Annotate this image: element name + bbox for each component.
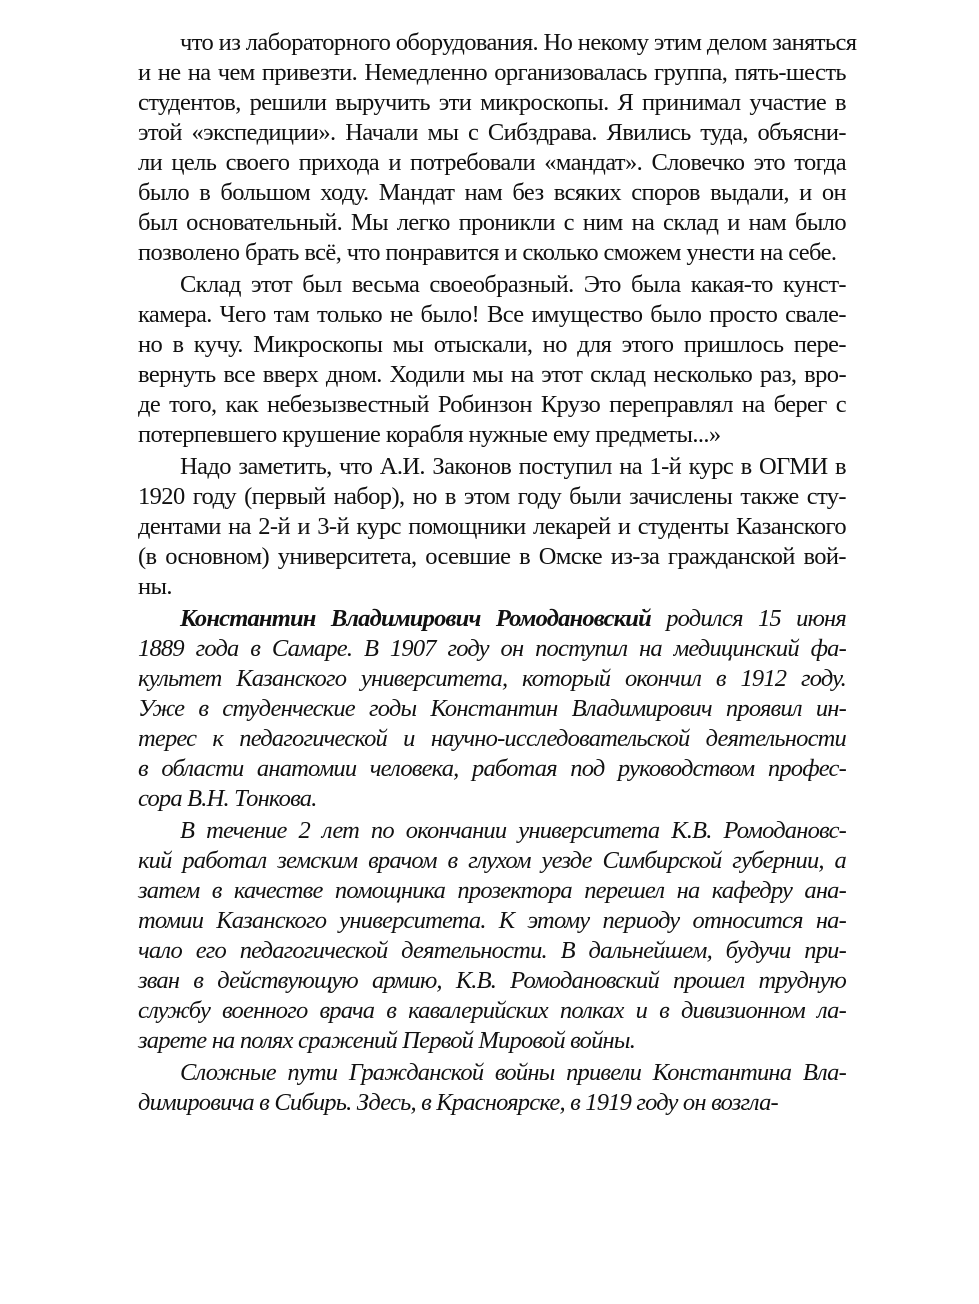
text-line: В течение 2 лет по окончании университета К.В. Ромодановс- [180,817,846,844]
text-line: 1889 года в Самаре. В 1907 году он поступил на медицинский фа- [138,635,846,662]
text-line: де того, как небезызвестный Робинзон Крузо переправлял на берег с [138,391,846,418]
text-line: зван в действующую армию, К.В. Ромодановский прошел трудную [138,967,846,994]
text-line: вернуть все вверх дном. Ходили мы на этот склад несколько раз, вро- [138,361,846,388]
text-line: зарете на полях сражений Первой Мировой войны. [138,1027,636,1054]
paragraph [138,816,846,1056]
text-line: терес к педагогической и научно-исследовательской деятельности [138,725,846,752]
text-line: в области анатомии человека, работая под руководством профес- [138,755,846,782]
text-line: культет Казанского университета, который окончил в 1912 году. [138,665,846,692]
text-line: потерпевшего крушение корабля нужные ему предметы...» [138,421,721,448]
text-line: чало его педагогической деятельности. В дальнейшем, будучи при- [138,937,846,964]
text-line: димировича в Сибирь. Здесь, в Красноярске, в 1919 году он возгла- [138,1089,778,1116]
text-line: было в большом ходу. Мандат нам без всяких споров выдали, и он [138,179,846,206]
text-line: камера. Чего там только не было! Все имущество было просто свале- [138,301,846,328]
text-line: но в кучу. Микроскопы мы отыскали, но для этого пришлось пере- [138,331,846,358]
text-line: Сложные пути Гражданской войны привели Константина Вла- [180,1059,846,1086]
text-line: что из лабораторного оборудования. Но некому этим делом заняться [180,29,857,56]
text-line: томии Казанского университета. К этому периоду относится на- [138,907,846,934]
text-line: дентами на 2-й и 3-й курс помощники лекарей и студенты Казанского [138,513,846,540]
text-line: и не на чем привезти. Немедленно организовалась группа, пять-шесть [138,59,846,86]
text-line: службу военного врача в кавалерийских полках и в дивизионном ла- [138,997,846,1024]
paragraph [138,452,846,602]
text-line: студентов, решили выручить эти микроскопы. Я принимал участие в [138,89,846,116]
paragraph [138,1058,846,1118]
text-line: ли цель своего прихода и потребовали «мандат». Словечко это тогда [138,149,846,176]
line-text: родился 15 июня [650,605,846,632]
paragraph [138,270,846,450]
text-line: сора В.Н. Тонкова. [138,785,317,812]
document-page [138,28,857,1120]
text-line [138,604,846,634]
text-line: кий работал земским врачом в глухом уезде Симбирской губернии, а [138,847,846,874]
paragraph [138,604,846,814]
text-line: Склад этот был весьма своеобразный. Это была какая-то кунст- [180,271,846,298]
text-line: ны. [138,573,172,600]
text-line: этой «экспедиции». Начали мы с Сибздрава. Явились туда, объясни- [138,119,846,146]
text-line: позволено брать всё, что понравится и сколько сможем унести на себе. [138,239,837,266]
text-line: (в основном) университета, осевшие в Омске из-за гражданской вой- [138,543,846,570]
paragraph [138,28,857,268]
text-line: Уже в студенческие годы Константин Владимирович проявил ин- [138,695,846,722]
text-line: 1920 году (первый набор), но в этом году были зачислены также сту- [138,483,846,510]
bold-name: Константин Владимирович Ромодановский [180,605,651,632]
text-line: Надо заметить, что А.И. Законов поступил на 1-й курс в ОГМИ в [180,453,846,480]
text-line: затем в качестве помощника прозектора перешел на кафедру ана- [138,877,846,904]
text-line: был основательный. Мы легко проникли с ним на склад и нам было [138,209,846,236]
